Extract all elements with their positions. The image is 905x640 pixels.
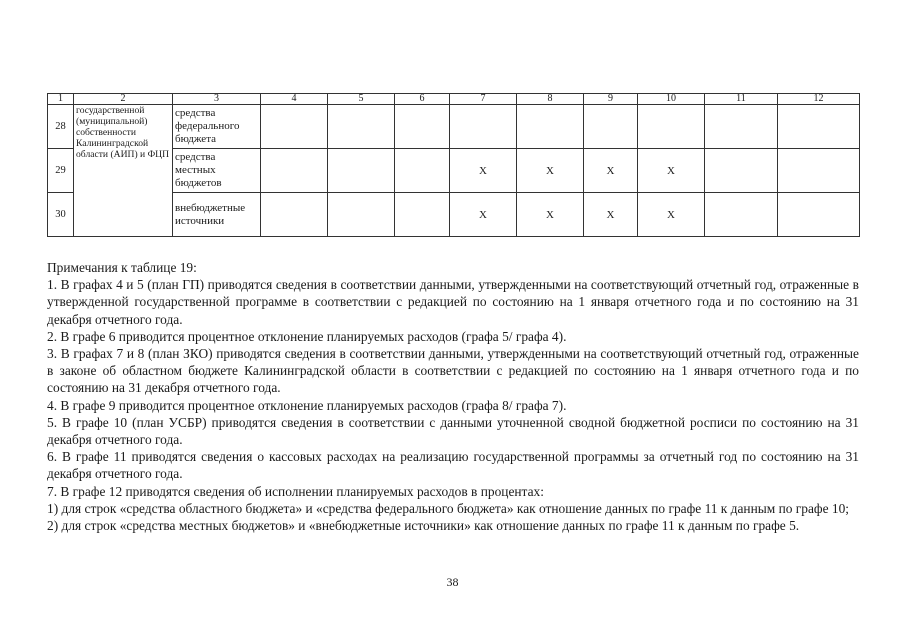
data-cell	[261, 105, 328, 149]
column-number: 1	[48, 94, 74, 105]
data-cell	[450, 105, 517, 149]
data-cell	[328, 149, 395, 193]
data-cell	[638, 105, 705, 149]
data-cell	[778, 193, 860, 237]
column-number: 9	[584, 94, 638, 105]
data-cell	[778, 105, 860, 149]
data-cell: X	[638, 193, 705, 237]
column-number: 10	[638, 94, 705, 105]
data-cell	[705, 105, 778, 149]
data-cell	[584, 105, 638, 149]
source-cell: средства федерального бюджета	[173, 105, 261, 149]
data-cell	[705, 149, 778, 193]
data-cell: X	[638, 149, 705, 193]
column-number: 6	[395, 94, 450, 105]
row-number: 30	[48, 193, 74, 237]
note-item: 1) для строк «средства областного бюджета» и «средства федерального бюджета» как отношение данных по графе 11 к данным по графе 10;	[47, 500, 849, 516]
column-number: 5	[328, 94, 395, 105]
data-cell	[328, 105, 395, 149]
table-notes	[47, 259, 859, 534]
table-19-fragment	[47, 93, 860, 237]
data-cell	[328, 193, 395, 237]
note-item: 5. В графе 10 (план УСБР) приводятся сведения в соответствии с данными уточненной сводной бюджетной росписи по состоянию на 31 декабря отчетного года.	[47, 414, 859, 448]
column-number: 4	[261, 94, 328, 105]
column-number: 2	[74, 94, 173, 105]
column-number: 7	[450, 94, 517, 105]
note-item: 1. В графах 4 и 5 (план ГП) приводятся сведения в соответствии данными, утвержденными на соответствующий отчетный год, отраженные в утвержденной государственной программе в соответствии с редакцией по состоянию на 1 января отчетного года и по состоянию на 31 декабря отчетного года.	[47, 277, 859, 327]
category-cell: государственной (муниципальной) собственности Калининградской области (АИП) и ФЦП	[74, 105, 173, 237]
data-cell: X	[584, 149, 638, 193]
note-item: 6. В графе 11 приводятся сведения о кассовых расходах на реализацию государственной программы за отчетный год по состоянию на 31 декабря отчетного года.	[47, 449, 859, 482]
data-cell: X	[517, 149, 584, 193]
data-cell: X	[584, 193, 638, 237]
notes-title: Примечания к таблице 19:	[47, 260, 197, 275]
note-item: 2. В графе 6 приводится процентное отклонение планируемых расходов (графа 5/ графа 4).	[47, 328, 567, 344]
row-number: 29	[48, 149, 74, 193]
column-number: 3	[173, 94, 261, 105]
note-item: 3. В графах 7 и 8 (план ЗКО) приводятся сведения в соответствии данными, утвержденными на соответствующий отчетный год, отраженные в законе об областном бюджете Калининградской области в соответствии с редакцией по состоянию на 1 января отчетного года и по состоянию на 31 декабря отчетного года.	[47, 346, 859, 396]
data-cell	[517, 105, 584, 149]
data-cell	[778, 149, 860, 193]
row-number: 28	[48, 105, 74, 149]
page-number: 38	[446, 575, 459, 589]
column-number: 11	[705, 94, 778, 105]
data-cell	[395, 149, 450, 193]
data-cell	[395, 105, 450, 149]
column-number: 8	[517, 94, 584, 105]
data-cell	[261, 193, 328, 237]
data-cell: X	[450, 193, 517, 237]
source-cell: внебюджетные источники	[173, 193, 261, 237]
data-cell	[261, 149, 328, 193]
column-number: 12	[778, 94, 860, 105]
data-cell: X	[517, 193, 584, 237]
data-cell	[395, 193, 450, 237]
note-item: 7. В графе 12 приводятся сведения об исполнении планируемых расходов в процентах:	[47, 483, 544, 499]
source-cell: средства местных бюджетов	[173, 149, 261, 193]
data-cell	[705, 193, 778, 237]
table-row	[48, 105, 860, 149]
note-item: 2) для строк «средства местных бюджетов» и «внебюджетные источники» как отношение данных по графе 11 к данным по графе 5.	[47, 518, 800, 534]
table-header-row	[48, 94, 860, 105]
data-cell: X	[450, 149, 517, 193]
note-item: 4. В графе 9 приводится процентное отклонение планируемых расходов (графа 8/ графа 7).	[47, 397, 567, 413]
